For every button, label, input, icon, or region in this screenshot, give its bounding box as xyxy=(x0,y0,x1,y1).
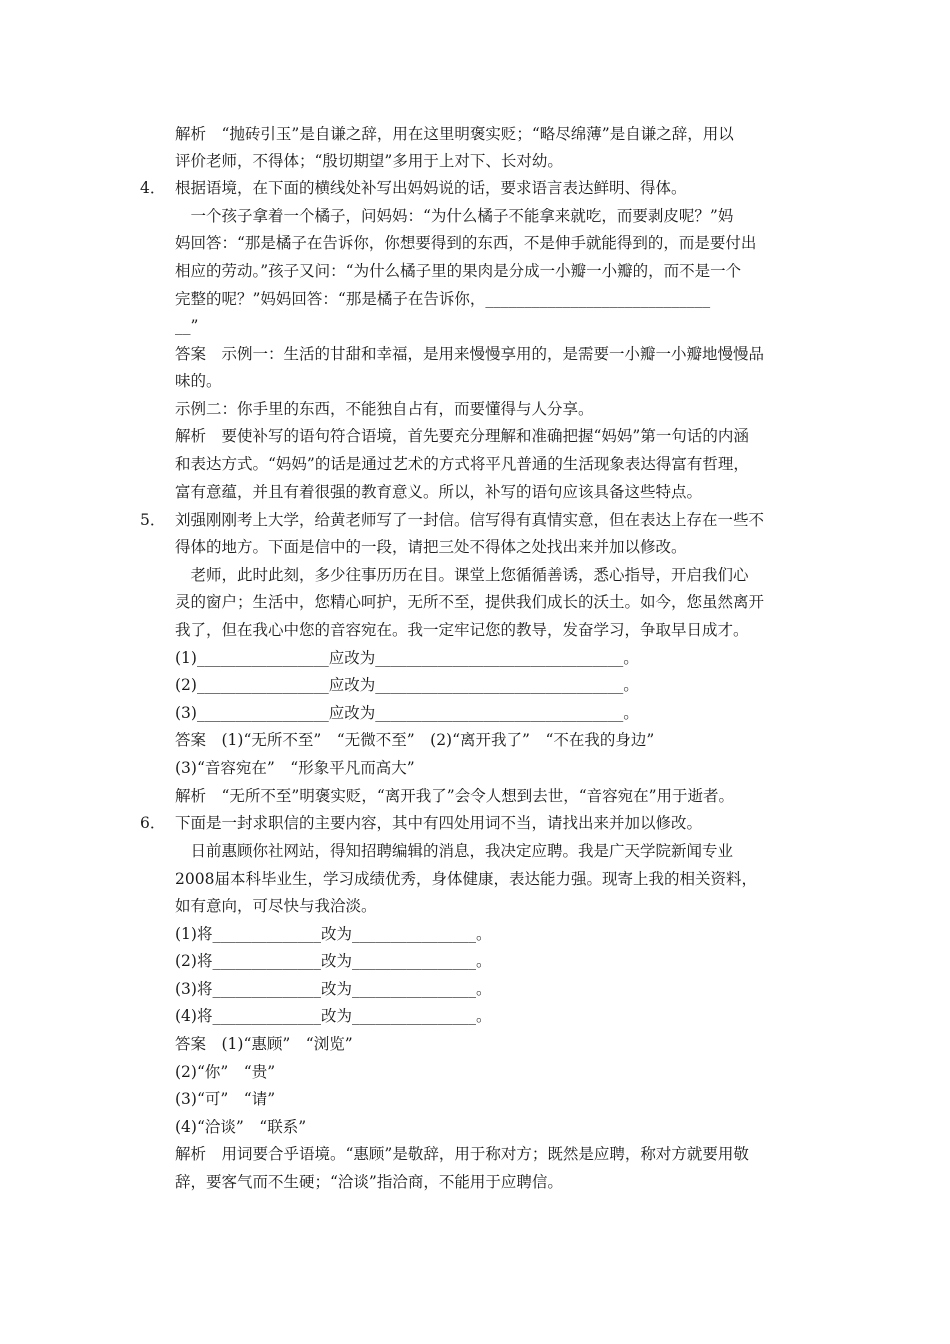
text-line: 老师，此时此刻，多少往事历历在目。课堂上您循循善诱，悉心指导，开启我们心 xyxy=(175,566,749,584)
text-line: 评价老师，不得体；“殷切期望”多用于上对下、长对幼。 xyxy=(175,152,563,170)
answer-line: 答案 示例一：生活的甘甜和幸福，是用来慢慢享用的，是需要一小瓣一小瓣地慢慢品 xyxy=(175,345,765,363)
analysis-line: 和表达方式。“妈妈”的话是通过艺术的方式将平凡普通的生活现象表达得富有哲理， xyxy=(175,455,749,473)
question-number: 5． xyxy=(140,511,166,529)
text-line: 下面是一封求职信的主要内容，其中有四处用词不当，请找出来并加以修改。 xyxy=(175,814,703,832)
text-line: 2008届本科毕业生，学习成绩优秀，身体健康，表达能力强。现寄上我的相关资料， xyxy=(175,870,757,888)
answer-line: 示例二：你手里的东西，不能独自占有，而要懂得与人分享。 xyxy=(175,400,594,418)
fill-blank-line: (1)_________________应改为________________________________。 xyxy=(175,649,639,667)
text-line: 完整的呢？”妈妈回答：“那是橘子在告诉你，_____________________________ xyxy=(175,290,711,308)
text-line: 如有意向，可尽快与我洽淡。 xyxy=(175,897,377,915)
fill-blank-line: (2)将______________改为________________。 xyxy=(175,952,492,970)
answer-line: 味的。 xyxy=(175,372,222,390)
analysis-line: 辞，要客气而不生硬；“洽谈”指洽商，不能用于应聘信。 xyxy=(175,1173,563,1191)
text-line: 根据语境，在下面的横线处补写出妈妈说的话，要求语言表达鲜明、得体。 xyxy=(175,179,687,197)
fill-blank-line: (2)_________________应改为________________________________。 xyxy=(175,676,639,694)
fill-blank-line: (4)将______________改为________________。 xyxy=(175,1007,492,1025)
question-number: 4． xyxy=(140,179,166,197)
answer-line: (3)“音容宛在” “形象平凡而高大” xyxy=(175,759,415,777)
analysis-line: 富有意蕴，并且有着很强的教育意义。所以，补写的语句应该具备这些特点。 xyxy=(175,483,703,501)
analysis-line: 解析 “无所不至”明褒实贬，“离开我了”会令人想到去世，“音容宛在”用于逝者。 xyxy=(175,787,735,805)
analysis-line: 解析 用词要合乎语境。“惠顾”是敬辞，用于称对方；既然是应聘，称对方就要用敬 xyxy=(175,1145,749,1163)
analysis-line: 解析 要使补写的语句符合语境，首先要充分理解和准确把握“妈妈”第一句话的内涵 xyxy=(175,427,749,445)
answer-line: 答案 (1)“无所不至” “无微不至” (2)“离开我了” “不在我的身边” xyxy=(175,731,655,749)
text-line: __” xyxy=(175,317,199,335)
answer-line: (4)“洽谈” “联系” xyxy=(175,1118,307,1136)
text-line: 解析 “抛砖引玉”是自谦之辞，用在这里明褒实贬；“略尽绵薄”是自谦之辞，用以 xyxy=(175,125,734,143)
answer-line: 答案 (1)“惠顾” “浏览” xyxy=(175,1035,353,1053)
text-line: 刘强刚刚考上大学，给黄老师写了一封信。信写得有真情实意，但在表达上存在一些不 xyxy=(175,511,765,529)
text-line: 我了，但在我心中您的音容宛在。我一定牢记您的教导，发奋学习，争取早日成才。 xyxy=(175,621,749,639)
fill-blank-line: (3)将______________改为________________。 xyxy=(175,980,492,998)
text-line: 日前惠顾你社网站，得知招聘编辑的消息，我决定应聘。我是广天学院新闻专业 xyxy=(175,842,734,860)
text-line: 一个孩子拿着一个橘子，问妈妈：“为什么橘子不能拿来就吃，而要剥皮呢？”妈 xyxy=(175,207,734,225)
answer-line: (3)“可” “请” xyxy=(175,1090,276,1108)
text-line: 相应的劳动。”孩子又问：“为什么橘子里的果肉是分成一小瓣一小瓣的，而不是一个 xyxy=(175,262,742,280)
text-line: 得体的地方。下面是信中的一段，请把三处不得体之处找出来并加以修改。 xyxy=(175,538,687,556)
question-number: 6． xyxy=(140,814,166,832)
fill-blank-line: (3)_________________应改为________________________________。 xyxy=(175,704,639,722)
fill-blank-line: (1)将______________改为________________。 xyxy=(175,925,492,943)
text-line: 灵的窗户；生活中，您精心呵护，无所不至，提供我们成长的沃土。如今，您虽然离开 xyxy=(175,593,765,611)
text-line: 妈回答：“那是橘子在告诉你，你想要得到的东西，不是伸手就能得到的，而是要付出 xyxy=(175,234,757,252)
answer-line: (2)“你” “贵” xyxy=(175,1063,276,1081)
